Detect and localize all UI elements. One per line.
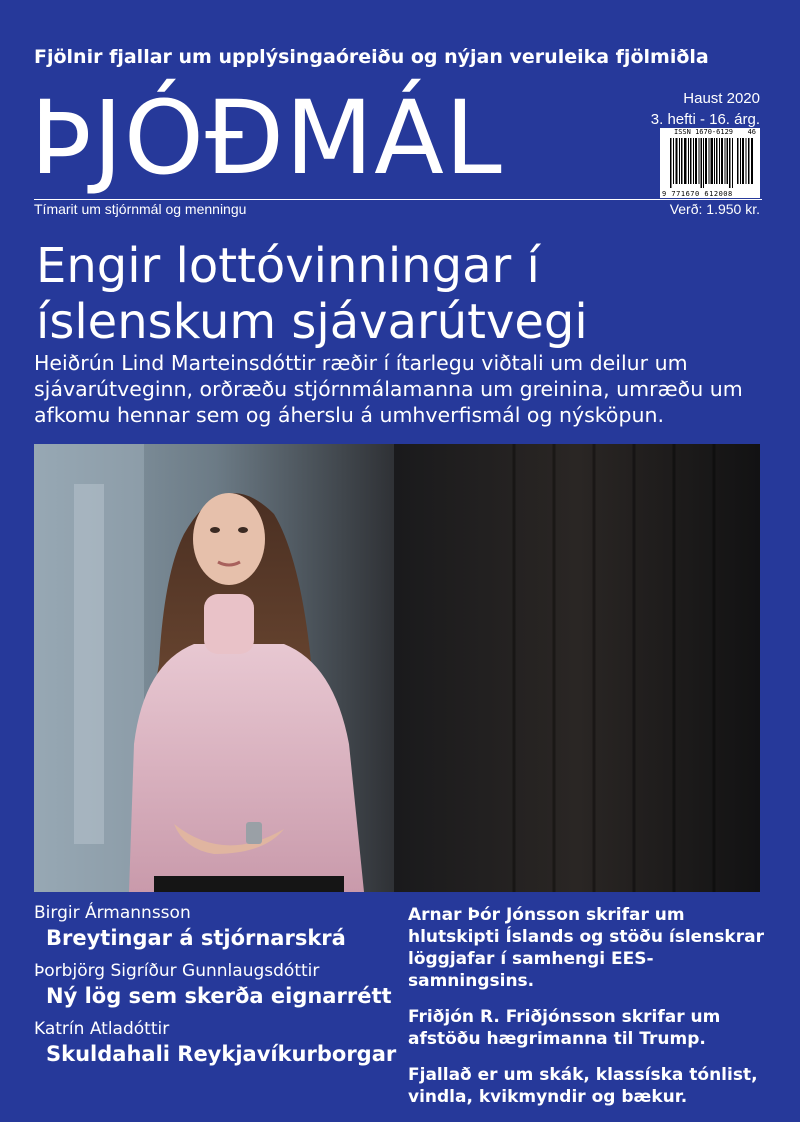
barcode-bars-icon <box>660 128 760 198</box>
issue-season: Haust 2020 <box>683 90 760 107</box>
barcode <box>660 128 760 198</box>
teaser-item: Fjallað er um skák, klassíska tónlist, vindla, kvikmyndir og bækur. <box>408 1065 758 1107</box>
cover-headline <box>36 238 588 350</box>
teasers <box>408 904 778 1122</box>
barcode-number: 9 771670 612008 <box>662 190 733 198</box>
cover-photo <box>34 444 760 892</box>
article-title: Skuldahali Reykjavíkurborgar <box>46 1042 397 1066</box>
article-author: Katrín Atladóttir <box>34 1019 170 1039</box>
standfirst: Heiðrún Lind Marteinsdóttir ræðir í ítarlegu viðtali um deilur um sjávarútveginn, orðræðu stjórnmálamanna um greinina, umræðu um afkomu hennar sem og áherslu á umhverfismál og nýsköpun. <box>34 351 743 427</box>
article-title: Ný lög sem skerða eignarrétt <box>46 984 392 1008</box>
article-author: Birgir Ármannsson <box>34 903 191 923</box>
top-teaser: Fjölnir fjallar um upplýsingaóreiðu og nýjan veruleika fjölmiðla <box>34 46 709 68</box>
headline-line-2: íslenskum sjávarútvegi <box>36 294 588 350</box>
tagline: Tímarit um stjórnmál og menningu <box>34 201 247 217</box>
masthead-rule <box>34 199 762 200</box>
featured-articles <box>34 902 404 1076</box>
issue-info <box>651 88 760 130</box>
issn-label: ISSN 1670-6129 <box>674 128 734 136</box>
barcode-addon: 46 <box>747 128 756 136</box>
masthead-title: ÞJÓÐMÁL <box>30 79 503 198</box>
article-title: Breytingar á stjórnarskrá <box>46 926 346 950</box>
teaser-item: Arnar Þór Jónsson skrifar um hlutskipti Íslands og stöðu íslenskrar löggjafar í samhengi EES-samningsins. <box>408 905 764 991</box>
teaser-item: Friðjón R. Friðjónsson skrifar um afstöðu hægrimanna til Trump. <box>408 1007 721 1049</box>
price: Verð: 1.950 kr. <box>669 201 760 217</box>
headline-line-1: Engir lottóvinningar í <box>36 238 540 294</box>
article-author: Þorbjörg Sigríður Gunnlaugsdóttir <box>34 961 320 981</box>
portrait-image <box>34 444 760 892</box>
issue-number: 3. hefti - 16. árg. <box>650 111 760 128</box>
